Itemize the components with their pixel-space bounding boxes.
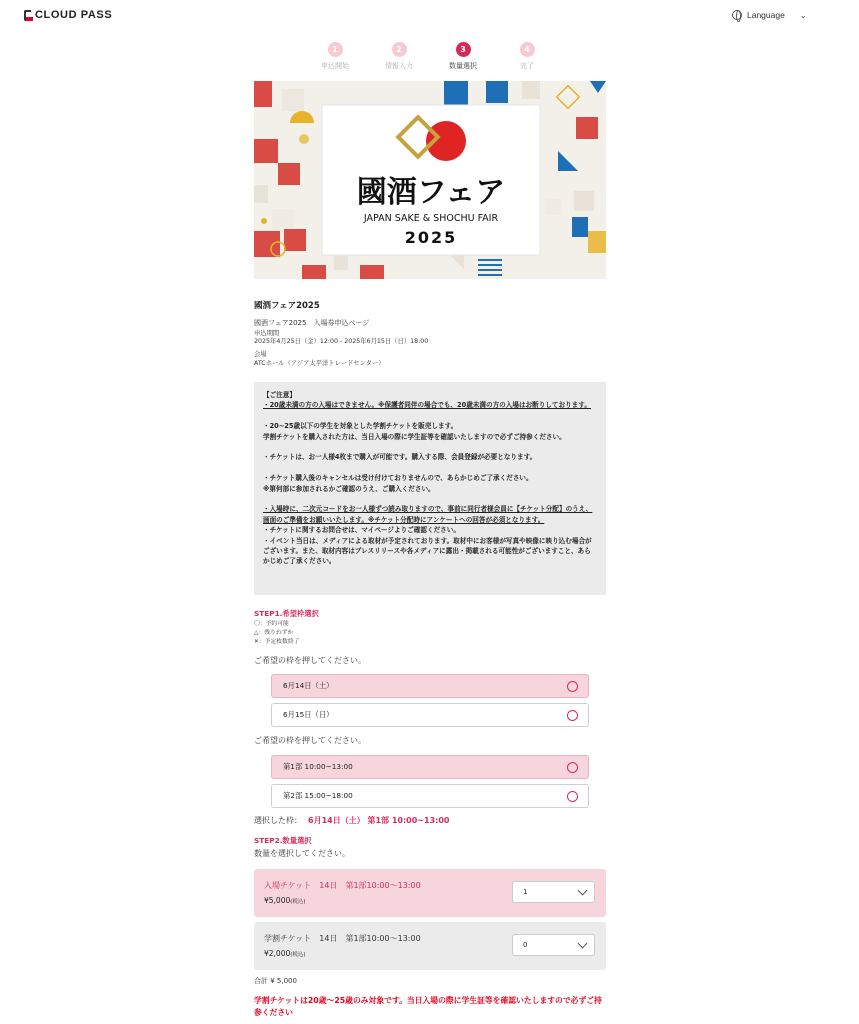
notice-line: 学割チケットを購入された方は、当日入場の際に学生証等を確認いたしますので必ずご持参ください。 [263,432,566,441]
notice-line: ・イベント当日は、メディアによる取材が予定されております。取材中にお客様が写真や映像に映り込む場合がございます。また、取材内容はプレスリリースや各メディアに露出・掲載される可能性がございますこと、あらかじめご了承ください。 [263,536,592,566]
date-option-0615[interactable] [271,703,589,727]
venue-value: ATCホール（アジア太平洋トレードセンター） [254,360,385,367]
ticket-name: 学割チケット 14日 第1部10:00〜13:00 [264,934,421,943]
event-info [254,318,606,369]
notice-line: ※第何部に参加されるかご確認のうえ、ご購入ください。 [263,484,435,493]
progress-stepper [303,42,559,71]
cloud-pass-logo[interactable] [24,9,112,21]
event-banner [254,81,606,279]
availability-circle-icon [567,791,578,802]
banner-year: 2025 [404,228,458,247]
time-option-label: 第2部 15:00~18:00 [283,791,353,800]
notice-heading: 【ご注意】 [263,391,296,399]
date-prompt: ご希望の枠を押してください。 [254,656,366,665]
time-prompt: ご希望の枠を押してください。 [254,736,366,745]
notice-line: ・20歳未満の方の入場はできません。※保護者同伴の場合でも、20歳未満の方の入場はお断りしております。 [263,401,591,410]
step-number: 1 [328,42,343,57]
step-number: 2 [392,42,407,57]
ticket-price: ¥5,000(税込) [264,896,306,905]
banner-graphic [254,81,606,279]
period-label: 申込期間 [254,330,280,337]
availability-legend [254,620,606,647]
banner-title: 國酒フェア [356,175,506,210]
step-3 [431,42,495,71]
availability-circle-icon [567,681,578,692]
step-label: 完了 [520,62,534,70]
selected-slot [254,815,606,826]
globe-icon [732,10,742,20]
date-option-label: 6月14日（土） [283,681,334,690]
chevron-down-icon: ⌄ [799,10,807,20]
notice-line: ・チケットは、お一人様4枚まで購入が可能です。購入する際、会員登録が必要となります。 [263,453,537,462]
selected-slot-label: 選択した枠： [254,816,302,825]
logo-mark-icon [24,10,31,21]
step-number: 3 [456,42,471,57]
quantity-value: 1 [523,888,528,896]
selected-slot-value: 6月14日（土） 第1部 10:00~13:00 [308,816,450,825]
quantity-select[interactable] [512,934,595,956]
notice-line: ・入場時に、二次元コードをお一人様ずつ読み取りますので、事前に同行者様会員に【チケット分配】のうえ、画面のご準備をお願いいたします。※チケット分配時にアンケートへの回答が必須となります。 [263,505,593,524]
legend-available: 〇：予約可能 [254,621,289,627]
event-title: 國酒フェア2025 [254,301,320,311]
notice-line: ・チケット購入後のキャンセルは受け付けておりませんので、あらかじめご了承ください。 [263,474,533,483]
chevron-down-icon [578,886,588,896]
step-number: 4 [520,42,535,57]
date-option-0614[interactable] [271,674,589,698]
availability-circle-icon [567,762,578,773]
ticket-price: ¥2,000(税込) [264,949,306,958]
quantity-select[interactable] [512,881,595,903]
step-label: 情報入力 [385,62,413,70]
logo-text: CLOUD PASS [35,9,113,21]
banner-subtitle: JAPAN SAKE & SHOCHU FAIR [363,213,499,224]
ticket-name: 入場チケット 14日 第1部10:00〜13:00 [264,881,421,890]
date-option-label: 6月15日（日） [283,710,334,719]
step2-title: STEP2.数量選択 [254,836,312,845]
chevron-down-icon [578,939,588,949]
period-value: 2025年4月25日（金）12:00 - 2025年6月15日（日）18:00 [254,338,429,345]
language-label: Language [747,10,785,20]
total-amount: 合計 ¥ 5,000 [254,977,297,985]
notice-line: ・20~25歳以下の学生を対象とした学割チケットを販売します。 [263,422,458,431]
step-label: 数量選択 [449,62,477,70]
quantity-value: 0 [523,941,528,949]
language-selector[interactable] [732,10,807,20]
legend-sold-out: ✕：予定枚数終了 [254,639,300,645]
event-page-name: 國酒フェア2025 入場券申込ページ [254,319,370,327]
notice-box [254,382,606,595]
time-option-part1[interactable] [271,755,589,779]
ticket-row-student [254,922,606,970]
venue-label: 会場 [254,351,267,358]
student-warning: 学割チケットは20歳〜25歳のみ対象です。当日入場の際に学生証等を確認いたしますので必ずご持参ください [254,996,602,1017]
step-label: 申込開始 [321,62,349,70]
time-option-label: 第1部 10:00~13:00 [283,762,353,771]
availability-circle-icon [567,710,578,721]
ticket-row-general [254,869,606,917]
step-2 [367,42,431,71]
step-1 [303,42,367,71]
step-4 [495,42,559,71]
notice-line: ・チケットに関するお問合せは、マイページよりご確認ください。 [263,526,460,535]
legend-few-left: △：残りわずか [254,630,294,636]
time-option-part2[interactable] [271,784,589,808]
step1-title: STEP1.希望枠選択 [254,609,319,618]
quantity-prompt: 数量を選択してください。 [254,849,350,858]
